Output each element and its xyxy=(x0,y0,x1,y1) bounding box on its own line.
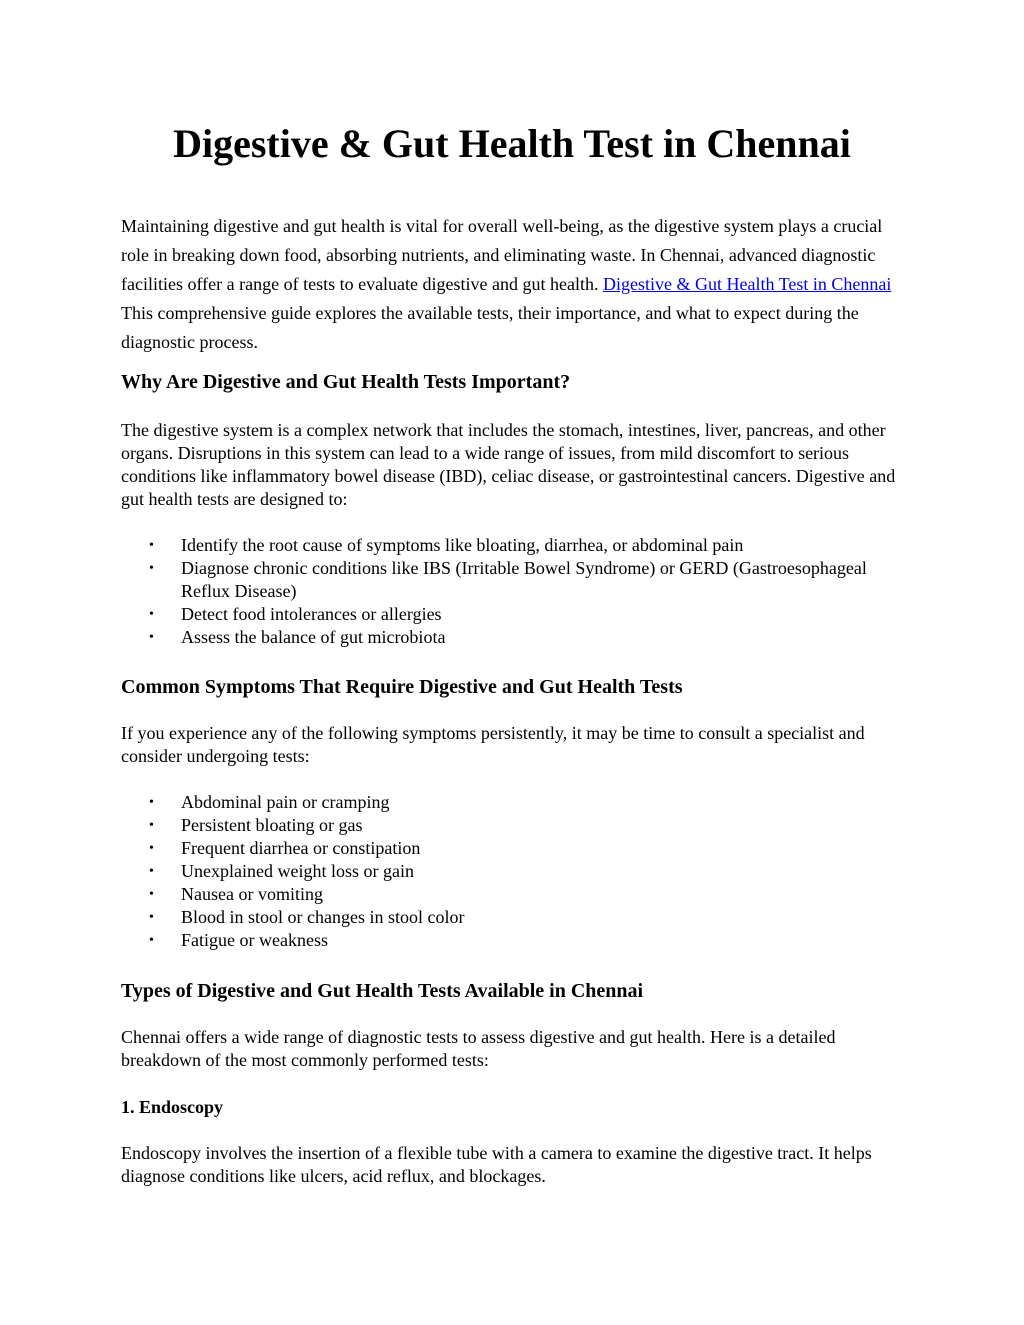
list-item xyxy=(121,929,901,952)
section-heading-symptoms: Common Symptoms That Require Digestive and Gut Health Tests xyxy=(121,676,683,698)
bullet-icon: • xyxy=(149,795,154,810)
intro-link[interactable]: Digestive & Gut Health Test in Chennai xyxy=(603,274,892,294)
list-item-text: Fatigue or weakness xyxy=(181,930,328,950)
list-item xyxy=(121,837,901,860)
bullet-icon: • xyxy=(149,607,154,622)
bullet-list-purposes xyxy=(121,534,901,649)
section-paragraph-why: The digestive system is a complex network that includes the stomach, intestines, liver, pancreas, and other organs. Disruptions in this system can lead to a wide range of issues, from mild discomfort to serious conditions like inflammatory bowel disease (IBD), celiac disease, or gastrointestinal cancers. Digestive and gut health tests are designed to: xyxy=(121,420,896,509)
list-item-text: Assess the balance of gut microbiota xyxy=(181,627,446,647)
list-item-text: Detect food intolerances or allergies xyxy=(181,604,442,624)
list-item-text: Nausea or vomiting xyxy=(181,884,323,904)
list-item-text: Blood in stool or changes in stool color xyxy=(181,907,465,927)
list-item xyxy=(121,883,901,906)
subheading-endoscopy: 1. Endoscopy xyxy=(121,1097,224,1117)
list-item-text: Abdominal pain or cramping xyxy=(181,792,390,812)
intro-text-after-link: This comprehensive guide explores the available tests, their importance, and what to expect during the diagnostic process. xyxy=(121,303,859,352)
list-item-text: Frequent diarrhea or constipation xyxy=(181,838,421,858)
list-item xyxy=(121,603,901,626)
bullet-icon: • xyxy=(149,887,154,902)
list-item xyxy=(121,534,901,557)
section-paragraph-types: Chennai offers a wide range of diagnostic tests to assess digestive and gut health. Here is a detailed breakdown of the most commonly performed tests: xyxy=(121,1027,836,1070)
section-heading-why: Why Are Digestive and Gut Health Tests Important? xyxy=(121,371,571,393)
bullet-list-symptoms xyxy=(121,791,901,952)
list-item xyxy=(121,557,901,603)
list-item xyxy=(121,860,901,883)
bullet-icon: • xyxy=(149,933,154,948)
bullet-icon: • xyxy=(149,910,154,925)
list-item xyxy=(121,626,901,649)
list-item-text: Unexplained weight loss or gain xyxy=(181,861,414,881)
list-item xyxy=(121,814,901,837)
page-title: Digestive & Gut Health Test in Chennai xyxy=(173,121,851,166)
section-paragraph-symptoms: If you experience any of the following symptoms persistently, it may be time to consult a specialist and consider undergoing tests: xyxy=(121,723,865,766)
list-item-text: Identify the root cause of symptoms like bloating, diarrhea, or abdominal pain xyxy=(181,535,744,555)
bullet-icon: • xyxy=(149,538,154,553)
intro-text-before-link: Maintaining digestive and gut health is vital for overall well-being, as the digestive system plays a crucial role in breaking down food, absorbing nutrients, and eliminating waste. In Chennai, advanced diagnostic facilities offer a range of tests to evaluate digestive and gut health. xyxy=(121,216,883,294)
list-item xyxy=(121,791,901,814)
list-item xyxy=(121,906,901,929)
bullet-icon: • xyxy=(149,864,154,879)
bullet-icon: • xyxy=(149,818,154,833)
list-item-text: Persistent bloating or gas xyxy=(181,815,363,835)
paragraph-endoscopy: Endoscopy involves the insertion of a flexible tube with a camera to examine the digestive tract. It helps diagnose conditions like ulcers, acid reflux, and blockages. xyxy=(121,1143,872,1186)
bullet-icon: • xyxy=(149,630,154,645)
section-heading-types: Types of Digestive and Gut Health Tests Available in Chennai xyxy=(121,980,644,1002)
list-item-text: Diagnose chronic conditions like IBS (Irritable Bowel Syndrome) or GERD (Gastroesophageal Reflux Disease) xyxy=(181,558,867,601)
bullet-icon: • xyxy=(149,841,154,856)
intro-paragraph xyxy=(121,212,911,357)
bullet-icon: • xyxy=(149,561,154,576)
